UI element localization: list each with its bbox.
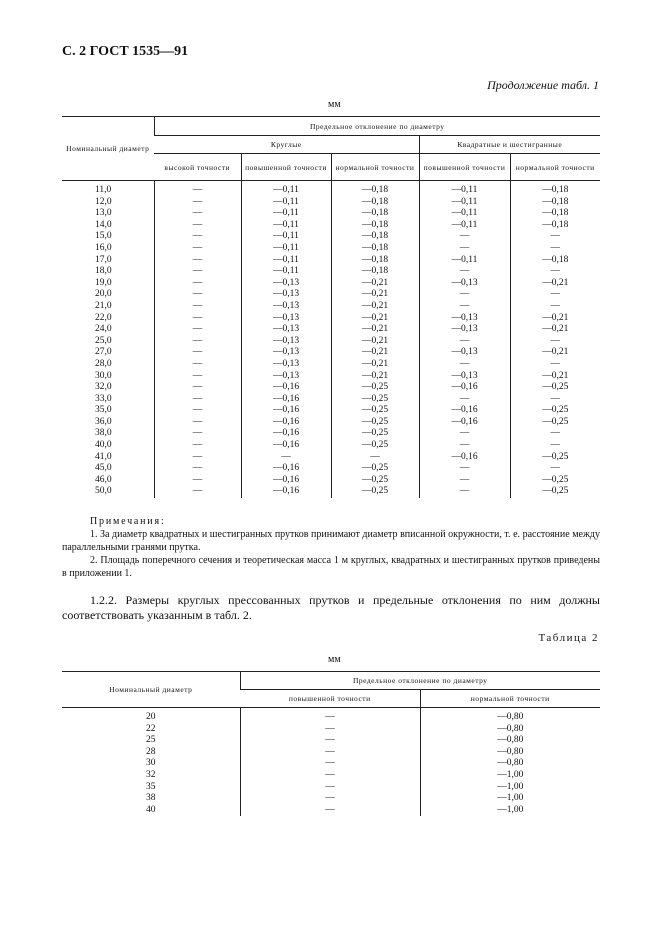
table-cell: — bbox=[240, 747, 420, 759]
table-cell: —0,11 bbox=[241, 231, 331, 243]
table-cell: — bbox=[240, 782, 420, 794]
header-high-precision: высокой точности bbox=[154, 154, 241, 181]
table-cell: 35,0 bbox=[95, 405, 112, 416]
table-row bbox=[62, 758, 600, 770]
table-row bbox=[62, 197, 600, 209]
table-cell: —0,25 bbox=[331, 382, 419, 394]
table-cell: 11,0 bbox=[95, 185, 112, 195]
header-limit-deviation: Предельное отклонение по диаметру bbox=[154, 117, 600, 136]
table-cell: — bbox=[154, 405, 241, 417]
table-cell: — bbox=[510, 336, 600, 348]
table-cell: —0,16 bbox=[419, 405, 510, 417]
table-cell: —0,11 bbox=[419, 255, 510, 267]
table-cell: 16,0 bbox=[95, 242, 112, 253]
table-cell: — bbox=[154, 197, 241, 209]
table-cell: 30 bbox=[146, 758, 156, 769]
table-cell: — bbox=[419, 463, 510, 475]
table-row bbox=[62, 324, 600, 336]
table-cell: —0,18 bbox=[510, 208, 600, 220]
table-cell: —0,13 bbox=[419, 347, 510, 359]
table-cell: — bbox=[240, 793, 420, 805]
header-round: Круглые bbox=[154, 136, 419, 154]
table-cell: — bbox=[510, 440, 600, 452]
note-2: 2. Площадь поперечного сечения и теоретическая масса 1 м круглых, квадратных и шестигранных прутков приведены в приложении 1. bbox=[62, 555, 600, 579]
table-cell: —0,18 bbox=[331, 208, 419, 220]
table-cell: — bbox=[419, 301, 510, 313]
table-cell: — bbox=[419, 289, 510, 301]
table-cell: —0,11 bbox=[241, 266, 331, 278]
table-row bbox=[62, 359, 600, 371]
table-cell: 46,0 bbox=[95, 474, 112, 485]
table-row bbox=[62, 724, 600, 736]
table-cell: — bbox=[154, 382, 241, 394]
table-row bbox=[62, 255, 600, 267]
table-cell: — bbox=[331, 452, 419, 464]
table-cell: 40 bbox=[146, 804, 156, 815]
table-cell: —0,13 bbox=[241, 324, 331, 336]
table-cell: —0,80 bbox=[420, 708, 600, 724]
table-cell: —0,13 bbox=[241, 301, 331, 313]
table-cell: —0,16 bbox=[241, 405, 331, 417]
table-cell: — bbox=[240, 708, 420, 724]
table-cell: —1,00 bbox=[420, 782, 600, 794]
table-cell: —0,11 bbox=[419, 197, 510, 209]
notes bbox=[62, 515, 600, 580]
table-cell: —0,11 bbox=[241, 208, 331, 220]
table-cell: — bbox=[154, 371, 241, 383]
table-cell: 33,0 bbox=[95, 393, 112, 404]
table-cell: — bbox=[154, 301, 241, 313]
table-cell: — bbox=[154, 463, 241, 475]
table-cell: —0,16 bbox=[241, 440, 331, 452]
table-cell: — bbox=[154, 336, 241, 348]
table-row bbox=[62, 347, 600, 359]
table-cell: —0,13 bbox=[419, 371, 510, 383]
t2-header-nominal-diameter: Номинальный диаметр bbox=[62, 672, 240, 708]
table-cell: — bbox=[241, 452, 331, 464]
table-cell: —0,25 bbox=[510, 452, 600, 464]
table-cell: —0,13 bbox=[241, 359, 331, 371]
table-cell: — bbox=[419, 243, 510, 255]
table-cell: —0,11 bbox=[419, 181, 510, 197]
table-cell: —0,21 bbox=[331, 289, 419, 301]
table-cell: — bbox=[510, 428, 600, 440]
table-cell: —0,11 bbox=[419, 220, 510, 232]
table-cell: — bbox=[510, 301, 600, 313]
header-normal-precision: нормальной точности bbox=[331, 154, 419, 181]
unit-label: мм bbox=[328, 99, 341, 110]
table-cell: — bbox=[154, 347, 241, 359]
table-cell: —0,25 bbox=[331, 417, 419, 429]
header-normal-precision-square: нормальной точности bbox=[510, 154, 600, 181]
table-cell: —0,80 bbox=[420, 724, 600, 736]
table-row bbox=[62, 770, 600, 782]
table-row bbox=[62, 417, 600, 429]
table-row bbox=[62, 208, 600, 220]
table-cell: 17,0 bbox=[95, 254, 112, 265]
table-row bbox=[62, 231, 600, 243]
table-cell: —0,16 bbox=[241, 486, 331, 498]
header-nominal-diameter: Номинальный диаметр bbox=[62, 117, 154, 181]
table-cell: —0,13 bbox=[241, 313, 331, 325]
table-cell: — bbox=[154, 324, 241, 336]
table-cell: —0,18 bbox=[331, 243, 419, 255]
table-cell: —0,25 bbox=[510, 405, 600, 417]
table-cell: —0,21 bbox=[331, 278, 419, 290]
table-cell: —0,16 bbox=[241, 394, 331, 406]
table-row bbox=[62, 220, 600, 232]
table-cell: — bbox=[419, 428, 510, 440]
table-cell: 22 bbox=[146, 723, 156, 734]
table-cell: —0,13 bbox=[241, 371, 331, 383]
table-cell: —0,16 bbox=[241, 463, 331, 475]
table-row bbox=[62, 486, 600, 498]
table-cell: —1,00 bbox=[420, 805, 600, 817]
header-square-hex: Квадратные и шестигранные bbox=[419, 136, 600, 154]
table-cell: —0,25 bbox=[331, 440, 419, 452]
table-cell: —0,18 bbox=[331, 231, 419, 243]
table-cell: —0,11 bbox=[241, 197, 331, 209]
table-cell: 18,0 bbox=[95, 266, 112, 277]
table-cell: —0,18 bbox=[331, 220, 419, 232]
table-cell: — bbox=[154, 243, 241, 255]
table-cell: — bbox=[240, 758, 420, 770]
table-cell: — bbox=[154, 486, 241, 498]
table-cell: — bbox=[419, 336, 510, 348]
table-cell: —0,25 bbox=[510, 417, 600, 429]
table-cell: — bbox=[154, 417, 241, 429]
table-cell: — bbox=[240, 770, 420, 782]
table-cell: — bbox=[510, 231, 600, 243]
table-cell: —0,25 bbox=[510, 486, 600, 498]
table-cell: 40,0 bbox=[95, 440, 112, 451]
table-row bbox=[62, 266, 600, 278]
table-cell: — bbox=[154, 255, 241, 267]
table-cell: —0,21 bbox=[331, 301, 419, 313]
table-cell: —0,21 bbox=[331, 313, 419, 325]
table-cell: — bbox=[154, 452, 241, 464]
table-1-body bbox=[62, 181, 600, 499]
table-cell: —0,13 bbox=[241, 336, 331, 348]
table-cell: — bbox=[419, 440, 510, 452]
table-cell: — bbox=[510, 266, 600, 278]
table-cell: — bbox=[510, 394, 600, 406]
table-cell: — bbox=[510, 289, 600, 301]
table-cell: —0,80 bbox=[420, 758, 600, 770]
table-cell: —0,21 bbox=[510, 324, 600, 336]
table-row bbox=[62, 428, 600, 440]
table-cell: —0,13 bbox=[419, 278, 510, 290]
table-cell: —0,18 bbox=[510, 255, 600, 267]
table-cell: 24,0 bbox=[95, 324, 112, 335]
table-cell: 35 bbox=[146, 781, 156, 792]
table-row bbox=[62, 278, 600, 290]
table-cell: 20 bbox=[146, 712, 156, 722]
table-cell: —0,18 bbox=[331, 181, 419, 197]
table-cell: — bbox=[419, 394, 510, 406]
table-cell: 32 bbox=[146, 769, 156, 780]
table-cell: —0,13 bbox=[241, 278, 331, 290]
table-row bbox=[62, 782, 600, 794]
table-cell: —0,21 bbox=[510, 278, 600, 290]
table-row bbox=[62, 452, 600, 464]
table-2-label: Таблица 2 bbox=[538, 632, 599, 644]
t2-header-limit-deviation: Предельное отклонение по диаметру bbox=[240, 672, 600, 690]
table-cell: —0,25 bbox=[331, 463, 419, 475]
table-2-unit-label: мм bbox=[328, 654, 341, 665]
table-cell: — bbox=[419, 231, 510, 243]
table-cell: —0,18 bbox=[510, 220, 600, 232]
table-cell: 32,0 bbox=[95, 382, 112, 393]
table-cell: — bbox=[419, 266, 510, 278]
notes-title: Примечания: bbox=[90, 516, 166, 527]
table-cell: — bbox=[154, 231, 241, 243]
table-cell: —1,00 bbox=[420, 793, 600, 805]
table-cell: — bbox=[240, 724, 420, 736]
table-cell: — bbox=[154, 359, 241, 371]
table-row bbox=[62, 735, 600, 747]
table-row bbox=[62, 405, 600, 417]
table-row bbox=[62, 371, 600, 383]
table-cell: 45,0 bbox=[95, 463, 112, 474]
table-cell: — bbox=[154, 208, 241, 220]
table-row bbox=[62, 243, 600, 255]
table-cell: 28,0 bbox=[95, 358, 112, 369]
table-cell: 20,0 bbox=[95, 289, 112, 300]
table-row bbox=[62, 289, 600, 301]
table-cell: 14,0 bbox=[95, 219, 112, 230]
table-row bbox=[62, 747, 600, 759]
table-cell: —0,13 bbox=[419, 313, 510, 325]
table-cell: —0,80 bbox=[420, 735, 600, 747]
table-cell: —0,16 bbox=[241, 417, 331, 429]
table-1 bbox=[62, 116, 600, 498]
note-1: 1. За диаметр квадратных и шестигранных прутков принимают диаметр вписанной окружности, т. е. расстояние между параллельными гранями прутка. bbox=[62, 529, 600, 553]
table-row bbox=[62, 382, 600, 394]
table-cell: —0,18 bbox=[331, 255, 419, 267]
table-cell: — bbox=[510, 463, 600, 475]
table-cell: —0,21 bbox=[331, 324, 419, 336]
table-cell: 22,0 bbox=[95, 312, 112, 323]
table-cell: —0,18 bbox=[510, 197, 600, 209]
table-row bbox=[62, 805, 600, 817]
table-cell: 19,0 bbox=[95, 277, 112, 288]
table-cell: —0,18 bbox=[510, 181, 600, 197]
table-row bbox=[62, 336, 600, 348]
table-cell: —0,16 bbox=[241, 382, 331, 394]
table-cell: —0,25 bbox=[331, 405, 419, 417]
table-cell: —0,25 bbox=[331, 486, 419, 498]
table-cell: —0,13 bbox=[419, 324, 510, 336]
table-cell: 28 bbox=[146, 746, 156, 757]
header-increased-precision: повышенной точности bbox=[241, 154, 331, 181]
table-cell: — bbox=[154, 475, 241, 487]
table-cell: 50,0 bbox=[95, 486, 112, 497]
table-cell: —0,25 bbox=[510, 382, 600, 394]
table-cell: — bbox=[154, 181, 241, 197]
table-cell: —0,11 bbox=[241, 243, 331, 255]
table-cell: —0,16 bbox=[419, 417, 510, 429]
page-title: С. 2 ГОСТ 1535—91 bbox=[62, 44, 189, 59]
table-row bbox=[62, 394, 600, 406]
table-cell: —0,11 bbox=[241, 255, 331, 267]
header-increased-precision-square: повышенной точности bbox=[419, 154, 510, 181]
table-cell: —0,16 bbox=[241, 428, 331, 440]
table-cell: 21,0 bbox=[95, 300, 112, 311]
table-cell: — bbox=[154, 440, 241, 452]
table-cell: — bbox=[240, 805, 420, 817]
table-cell: 36,0 bbox=[95, 416, 112, 427]
table-2-body bbox=[62, 708, 600, 817]
continuation-label: Продолжение табл. 1 bbox=[487, 78, 599, 92]
table-row bbox=[62, 475, 600, 487]
table-cell: —0,80 bbox=[420, 747, 600, 759]
table-cell: — bbox=[154, 289, 241, 301]
table-cell: 38,0 bbox=[95, 428, 112, 439]
table-cell: —0,21 bbox=[331, 336, 419, 348]
table-cell: 41,0 bbox=[95, 451, 112, 462]
table-cell: —0,13 bbox=[241, 347, 331, 359]
table-cell: 25,0 bbox=[95, 335, 112, 346]
section-paragraph: 1.2.2. Размеры круглых прессованных прутков и предельные отклонения по ним должны соответствовать указанным в табл. 2. bbox=[62, 593, 600, 622]
table-row bbox=[62, 708, 600, 724]
table-cell: —0,11 bbox=[241, 181, 331, 197]
table-row bbox=[62, 181, 600, 197]
table-cell: —0,11 bbox=[419, 208, 510, 220]
table-cell: —0,21 bbox=[331, 359, 419, 371]
table-cell: — bbox=[154, 266, 241, 278]
table-2 bbox=[62, 671, 600, 816]
table-cell: 38 bbox=[146, 793, 156, 804]
table-cell: — bbox=[154, 313, 241, 325]
table-cell: 27,0 bbox=[95, 347, 112, 358]
table-cell: —0,11 bbox=[241, 220, 331, 232]
table-row bbox=[62, 463, 600, 475]
table-cell: —0,21 bbox=[331, 371, 419, 383]
table-cell: —0,21 bbox=[510, 313, 600, 325]
table-cell: —0,18 bbox=[331, 266, 419, 278]
table-cell: — bbox=[419, 486, 510, 498]
table-cell: 13,0 bbox=[95, 208, 112, 219]
table-cell: —0,18 bbox=[331, 197, 419, 209]
table-cell: — bbox=[510, 243, 600, 255]
table-cell: — bbox=[154, 428, 241, 440]
table-cell: —1,00 bbox=[420, 770, 600, 782]
table-cell: —0,25 bbox=[331, 428, 419, 440]
table-cell: —0,21 bbox=[510, 371, 600, 383]
table-cell: — bbox=[510, 359, 600, 371]
table-cell: 15,0 bbox=[95, 231, 112, 242]
t2-header-normal-precision: нормальной точности bbox=[420, 690, 600, 708]
table-cell: —0,16 bbox=[419, 382, 510, 394]
table-cell: — bbox=[240, 735, 420, 747]
table-cell: — bbox=[419, 475, 510, 487]
table-cell: — bbox=[154, 220, 241, 232]
table-row bbox=[62, 301, 600, 313]
table-cell: 25 bbox=[146, 735, 156, 746]
table-cell: — bbox=[419, 359, 510, 371]
table-cell: —0,25 bbox=[510, 475, 600, 487]
table-row bbox=[62, 793, 600, 805]
t2-header-increased-precision: повышенной точности bbox=[240, 690, 420, 708]
table-cell: 12,0 bbox=[95, 196, 112, 207]
table-cell: —0,21 bbox=[510, 347, 600, 359]
table-cell: — bbox=[154, 394, 241, 406]
table-cell: —0,25 bbox=[331, 475, 419, 487]
table-cell: —0,16 bbox=[419, 452, 510, 464]
table-cell: 30,0 bbox=[95, 370, 112, 381]
table-cell: —0,25 bbox=[331, 394, 419, 406]
table-row bbox=[62, 440, 600, 452]
table-row bbox=[62, 313, 600, 325]
table-cell: —0,16 bbox=[241, 475, 331, 487]
table-cell: —0,13 bbox=[241, 289, 331, 301]
table-cell: — bbox=[154, 278, 241, 290]
table-cell: —0,21 bbox=[331, 347, 419, 359]
